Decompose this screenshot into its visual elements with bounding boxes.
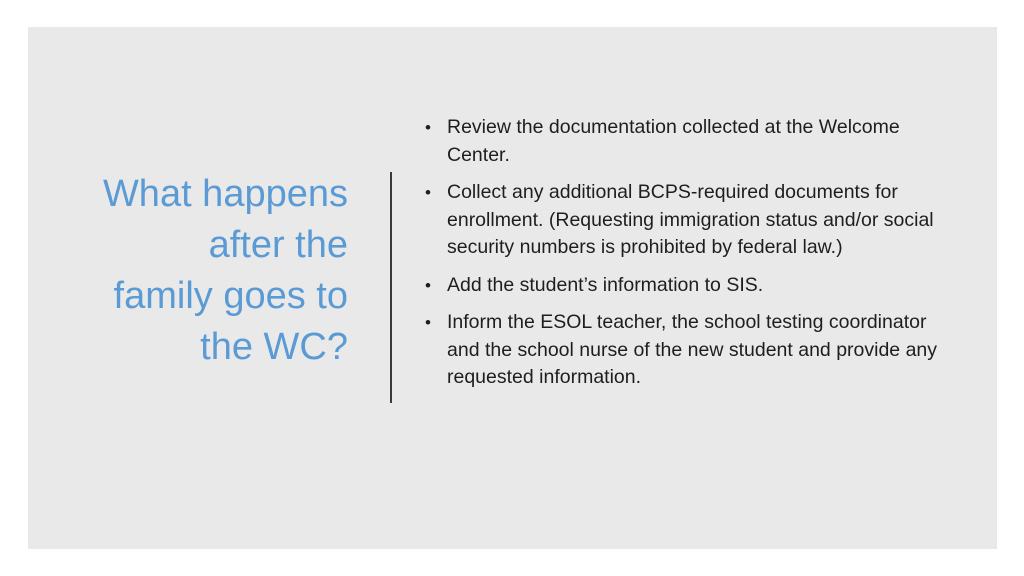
- bullet-text: Collect any additional BCPS-required documents for enrollment. (Requesting immigration status and/or social security numbers is prohibited by federal law.): [447, 181, 934, 258]
- title-line: after the: [208, 224, 348, 266]
- title-line: What happens: [102, 173, 348, 215]
- slide: [28, 27, 997, 549]
- bullet-item: [421, 272, 961, 300]
- bullet-item: [421, 309, 961, 392]
- vertical-divider: [390, 172, 392, 403]
- bullet-text: Inform the ESOL teacher, the school testing coordinator and the school nurse of the new student and provide any requested information.: [447, 311, 938, 388]
- bullet-text: Add the student’s information to SIS.: [447, 273, 764, 296]
- bullet-list: [421, 114, 961, 402]
- title-line: the WC?: [200, 326, 348, 368]
- bullet-text: Review the documentation collected at the Welcome Center.: [447, 116, 900, 166]
- bullet-icon: •: [425, 313, 431, 332]
- bullet-icon: •: [425, 183, 431, 202]
- bullet-icon: •: [425, 275, 431, 295]
- bullet-item: [421, 179, 961, 262]
- slide-title: [68, 169, 348, 373]
- title-line: family goes to: [113, 275, 348, 317]
- bullet-item: [421, 114, 961, 169]
- bullet-icon: •: [425, 118, 431, 137]
